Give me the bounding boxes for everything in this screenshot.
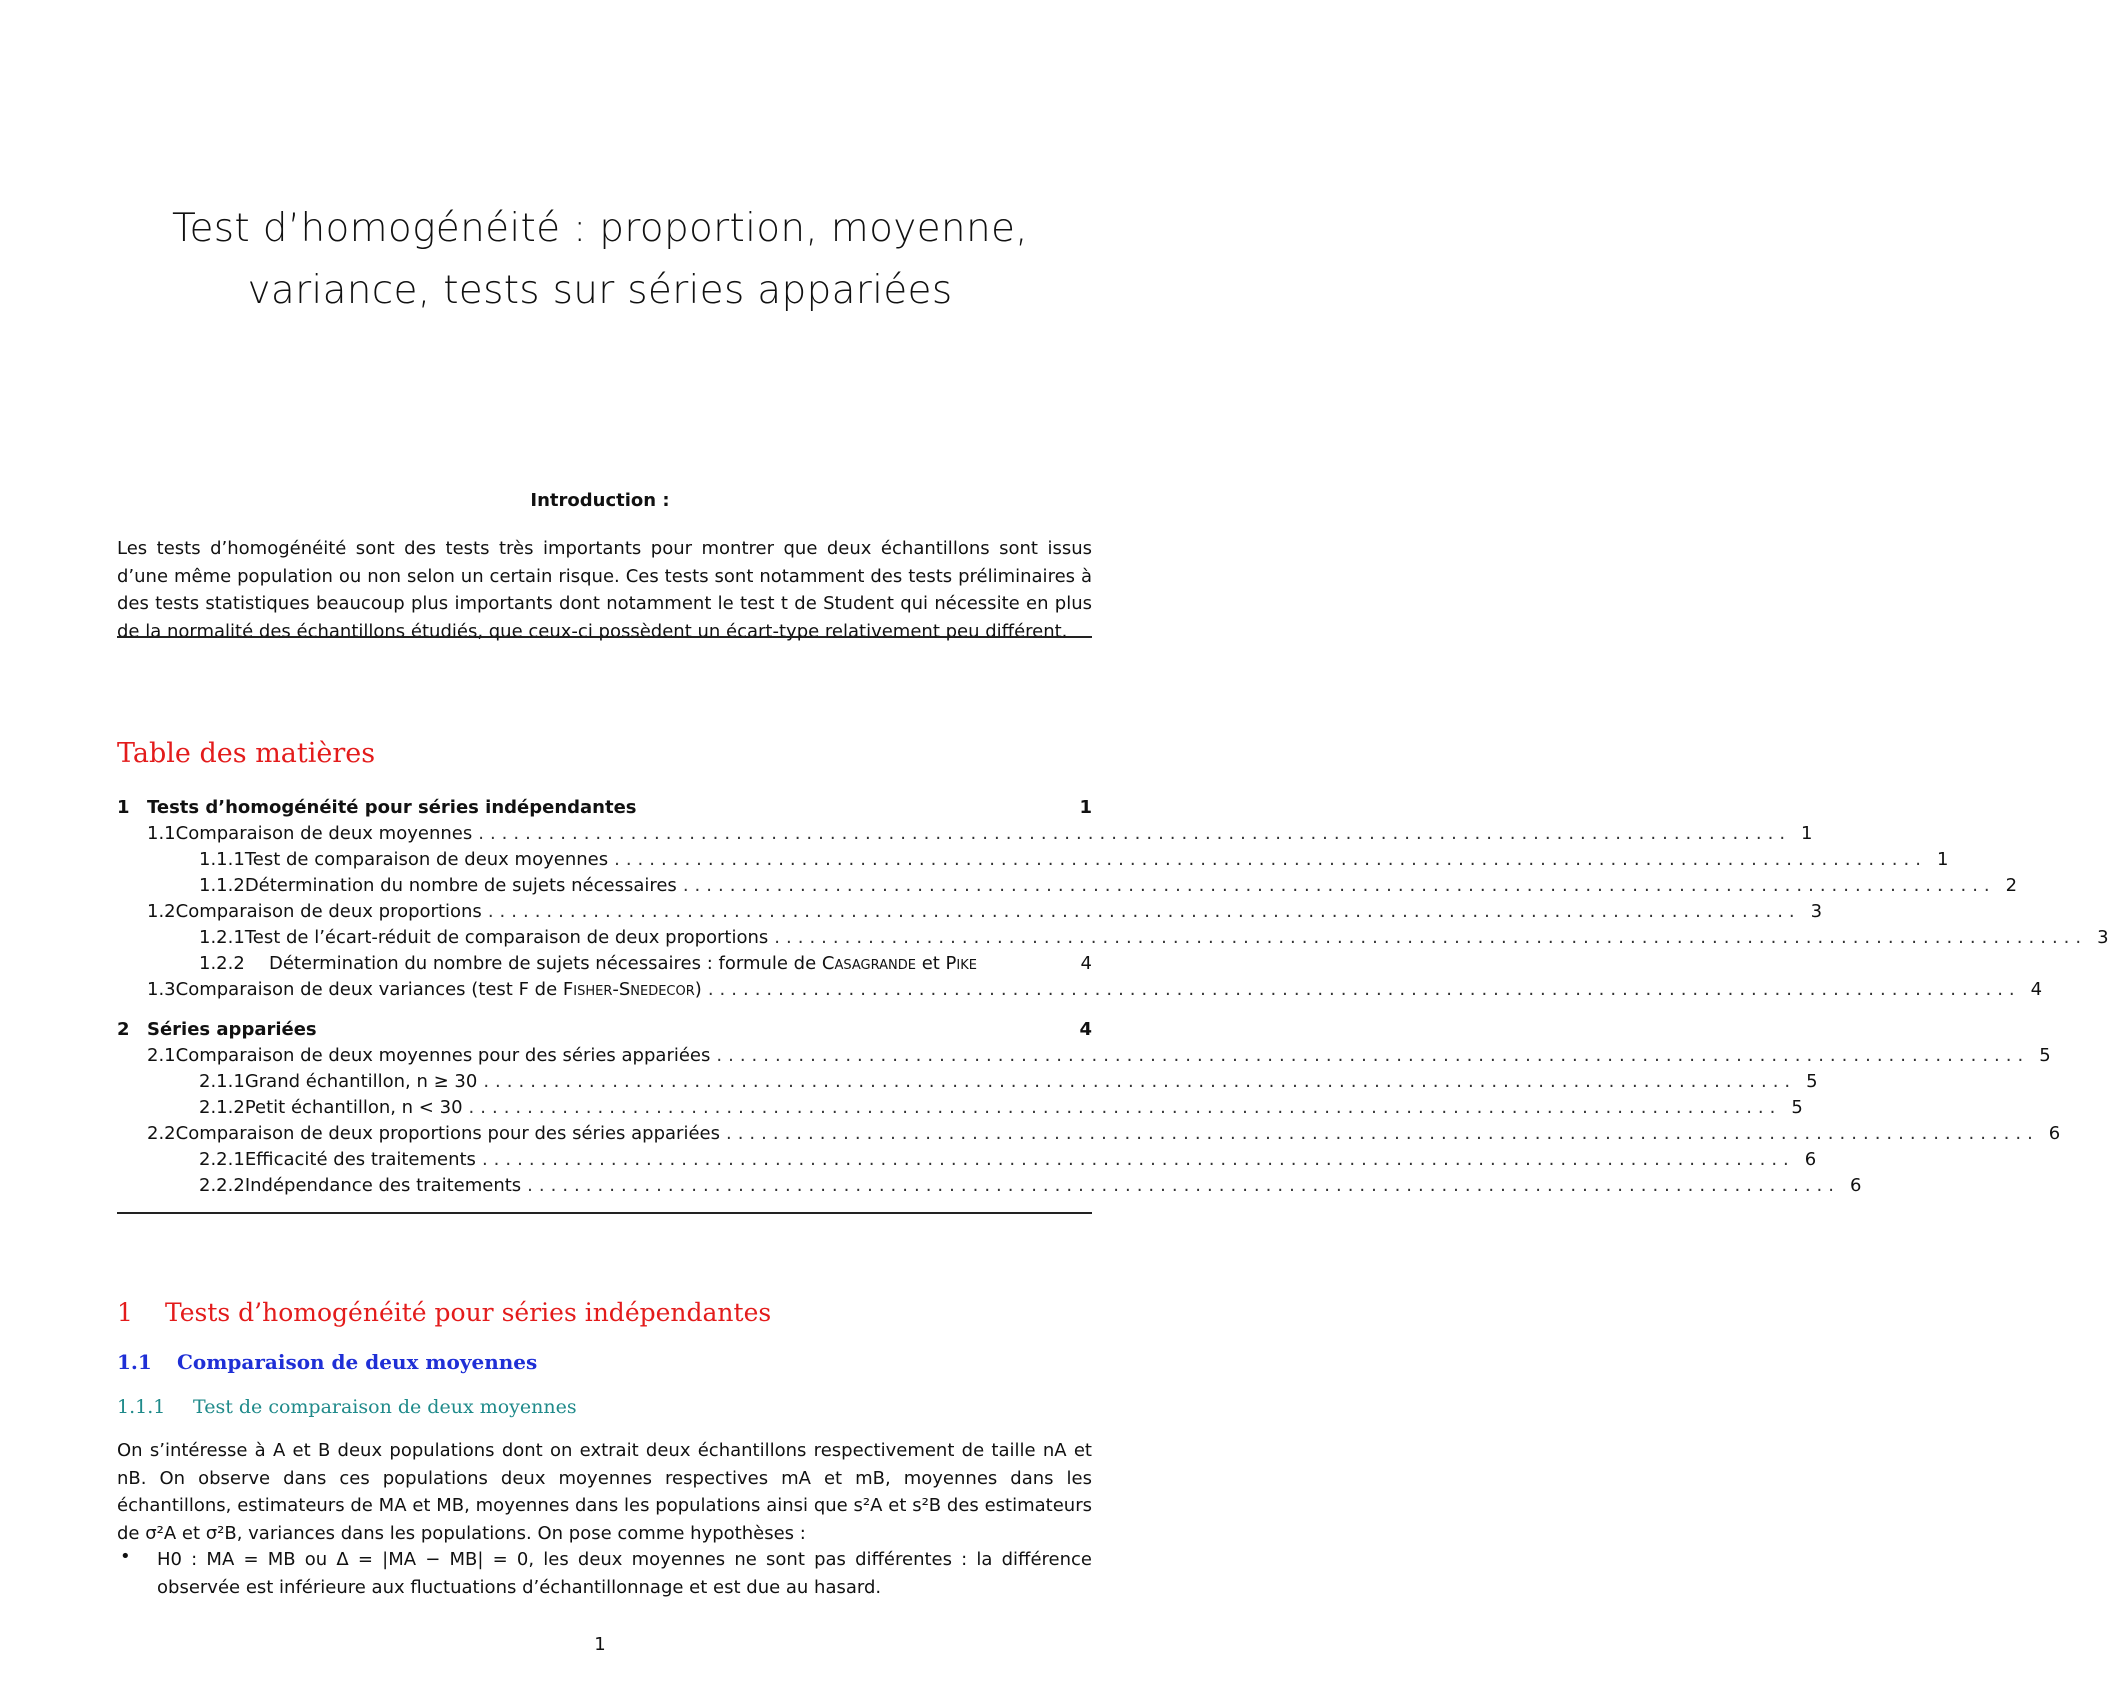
toc-label-conj: et bbox=[915, 953, 946, 974]
subsubsection-number: 1.1.1 bbox=[117, 1396, 166, 1418]
page-number: 1 bbox=[594, 1634, 606, 1655]
toc-page: 5 bbox=[2039, 1045, 2051, 1066]
toc-entry-2[interactable] bbox=[117, 1019, 1092, 1045]
toc-number: 2.1.2 bbox=[199, 1097, 245, 1118]
author-fisher-snedecor: Fisher-Snedecor bbox=[562, 979, 695, 1000]
author-casagrande: Casagrande bbox=[821, 953, 916, 974]
toc-entry-2-2[interactable] bbox=[117, 1123, 2061, 1149]
toc-entry-1-1-1[interactable] bbox=[117, 849, 1949, 875]
toc-label: Comparaison de deux moyennes pour des séries appariées bbox=[175, 1045, 711, 1066]
toc-label: Test de l’écart-réduit de comparaison de deux proportions bbox=[244, 927, 769, 948]
subsection-number: 1.1 bbox=[117, 1350, 152, 1374]
toc-number: 2 bbox=[117, 1019, 130, 1040]
toc-entry-1-2-1[interactable] bbox=[117, 927, 2109, 953]
section-paragraph: On s’intéresse à A et B deux populations dont on extrait deux échantillons respectivement de taille nA et nB. On observe dans ces populations deux moyennes respectives mA et mB, moyennes dans les échantillons, estimateurs de MA et MB, moyennes dans les populations ainsi que s²A et s²B des estimateurs de σ²A et σ²B, variances dans les populations. On pose comme hypothèses : bbox=[117, 1440, 1092, 1544]
toc-page: 5 bbox=[1806, 1071, 1818, 1092]
toc-page: 1 bbox=[1936, 849, 1949, 870]
toc-number: 1.1 bbox=[147, 823, 176, 844]
toc-leader: ................................................................................................................ bbox=[481, 1149, 1795, 1170]
toc-label: Comparaison de deux proportions bbox=[175, 901, 482, 922]
toc-leader: ................................................................................................................ bbox=[483, 1071, 1797, 1092]
toc-number: 1.2 bbox=[147, 901, 176, 922]
toc-page: 1 bbox=[1079, 797, 1092, 818]
toc-page: 4 bbox=[1080, 953, 1092, 974]
toc-label: Petit échantillon, n < 30 bbox=[244, 1097, 463, 1118]
divider-top bbox=[117, 636, 1092, 638]
toc-heading: Table des matières bbox=[117, 738, 376, 769]
toc-label: Détermination du nombre de sujets nécessaires bbox=[244, 875, 677, 896]
subsubsection-title: Test de comparaison de deux moyennes bbox=[193, 1396, 577, 1418]
toc-label: Séries appariées bbox=[147, 1019, 317, 1040]
toc-leader: ................................................................................................................ bbox=[774, 927, 2088, 948]
section-1-heading bbox=[117, 1298, 771, 1327]
intro-heading: Introduction : bbox=[530, 490, 670, 511]
section-number: 1 bbox=[117, 1298, 133, 1327]
toc-label bbox=[176, 979, 702, 1000]
toc-label: Comparaison de deux moyennes bbox=[175, 823, 473, 844]
toc-label: Tests d’homogénéité pour séries indépendantes bbox=[147, 797, 637, 818]
toc-label-text: Détermination du nombre de sujets nécessaires : formule de bbox=[269, 953, 817, 974]
toc-page: 5 bbox=[1791, 1097, 1803, 1118]
toc-number: 2.2 bbox=[147, 1123, 176, 1144]
toc-leader: ................................................................................................................ bbox=[487, 901, 1801, 922]
toc-number: 1.1.1 bbox=[199, 849, 245, 870]
title-line-2: variance, tests sur séries appariées bbox=[247, 268, 953, 313]
toc-page: 6 bbox=[2048, 1123, 2061, 1144]
toc-number: 1.3 bbox=[147, 979, 176, 1000]
toc-page: 1 bbox=[1801, 823, 1813, 844]
toc-label-text: Comparaison de deux variances (test F de bbox=[175, 979, 558, 1000]
toc-entry-1-1[interactable] bbox=[117, 823, 1813, 849]
toc-leader: ................................................................................................................ bbox=[478, 823, 1792, 844]
toc-page: 6 bbox=[1804, 1149, 1817, 1170]
toc-page: 4 bbox=[2030, 979, 2043, 1000]
toc-page: 6 bbox=[1850, 1175, 1862, 1196]
toc-entry-1-3[interactable] bbox=[117, 979, 2043, 1005]
toc-entry-2-2-1[interactable] bbox=[117, 1149, 1817, 1175]
toc-entry-2-1[interactable] bbox=[117, 1045, 2051, 1071]
toc-page: 3 bbox=[1810, 901, 1823, 922]
toc-number: 2.1.1 bbox=[199, 1071, 245, 1092]
toc-label: Comparaison de deux proportions pour des séries appariées bbox=[175, 1123, 720, 1144]
bullet-icon: • bbox=[120, 1546, 131, 1567]
subsubsection-1-1-1-heading bbox=[117, 1396, 577, 1418]
toc-number: 1 bbox=[117, 797, 130, 818]
toc-leader: ................................................................................................................ bbox=[468, 1097, 1782, 1118]
toc-label: Test de comparaison de deux moyennes bbox=[244, 849, 609, 870]
toc-number: 2.2.1 bbox=[199, 1149, 245, 1170]
toc-leader: ................................................................................................................ bbox=[707, 979, 2021, 1000]
toc-leader: ................................................................................................................ bbox=[527, 1175, 1840, 1196]
toc-entry-1-1-2[interactable] bbox=[117, 875, 2018, 901]
toc-number: 1.1.2 bbox=[199, 875, 245, 896]
title-line-1: Test d’homogénéité : proportion, moyenne, bbox=[172, 206, 1028, 251]
toc-entry-1-2-2[interactable] bbox=[117, 953, 1092, 979]
toc-leader: ................................................................................................................ bbox=[725, 1123, 2039, 1144]
toc-entry-2-2-2[interactable] bbox=[117, 1175, 1862, 1201]
toc-entry-1-2[interactable] bbox=[117, 901, 1823, 927]
toc-label: Efficacité des traitements bbox=[244, 1149, 476, 1170]
toc-leader: ................................................................................................................ bbox=[716, 1045, 2030, 1066]
divider-bottom bbox=[117, 1212, 1092, 1214]
toc-number: 2.1 bbox=[147, 1045, 176, 1066]
intro-paragraph: Les tests d’homogénéité sont des tests très importants pour montrer que deux échantillons sont issus d’une même population ou non selon un certain risque. Ces tests sont notamment des tests préliminaires à des tests statistiques beaucoup plus importants dont notamment le test t de Student qui nécessite en plus de la normalité des échantillons étudiés, que ceux-ci possèdent un écart-type relativement peu différent. bbox=[117, 538, 1092, 642]
subsection-1-1-heading bbox=[117, 1350, 537, 1374]
toc-number: 1.2.2 bbox=[199, 953, 245, 974]
toc-number: 2.2.2 bbox=[199, 1175, 245, 1196]
toc-page: 3 bbox=[2097, 927, 2109, 948]
toc-page: 4 bbox=[1079, 1019, 1092, 1040]
toc-label: Grand échantillon, n ≥ 30 bbox=[244, 1071, 478, 1092]
subsection-title: Comparaison de deux moyennes bbox=[177, 1350, 538, 1374]
toc-entry-2-1-2[interactable] bbox=[117, 1097, 1803, 1123]
toc-leader: ................................................................................................................ bbox=[614, 849, 1927, 870]
section-title: Tests d’homogénéité pour séries indépendantes bbox=[165, 1298, 772, 1327]
hypothesis-h0: H0 : MA = MB ou Δ = |MA − MB| = 0, les deux moyennes ne sont pas différentes : la différence observée est inférieure aux fluctuations d’échantillonnage et est due au hasard. bbox=[157, 1549, 1092, 1598]
toc-number: 1.2.1 bbox=[199, 927, 245, 948]
toc-leader: ................................................................................................................ bbox=[682, 875, 1996, 896]
toc-entry-2-1-1[interactable] bbox=[117, 1071, 1818, 1097]
toc-entry-1[interactable] bbox=[117, 797, 1092, 823]
toc-page: 2 bbox=[2005, 875, 2018, 896]
author-pike: Pike bbox=[945, 953, 977, 974]
toc-label bbox=[269, 953, 977, 974]
document-title bbox=[0, 198, 1200, 322]
toc-label: Indépendance des traitements bbox=[244, 1175, 522, 1196]
toc-label-end: ) bbox=[694, 979, 702, 1000]
